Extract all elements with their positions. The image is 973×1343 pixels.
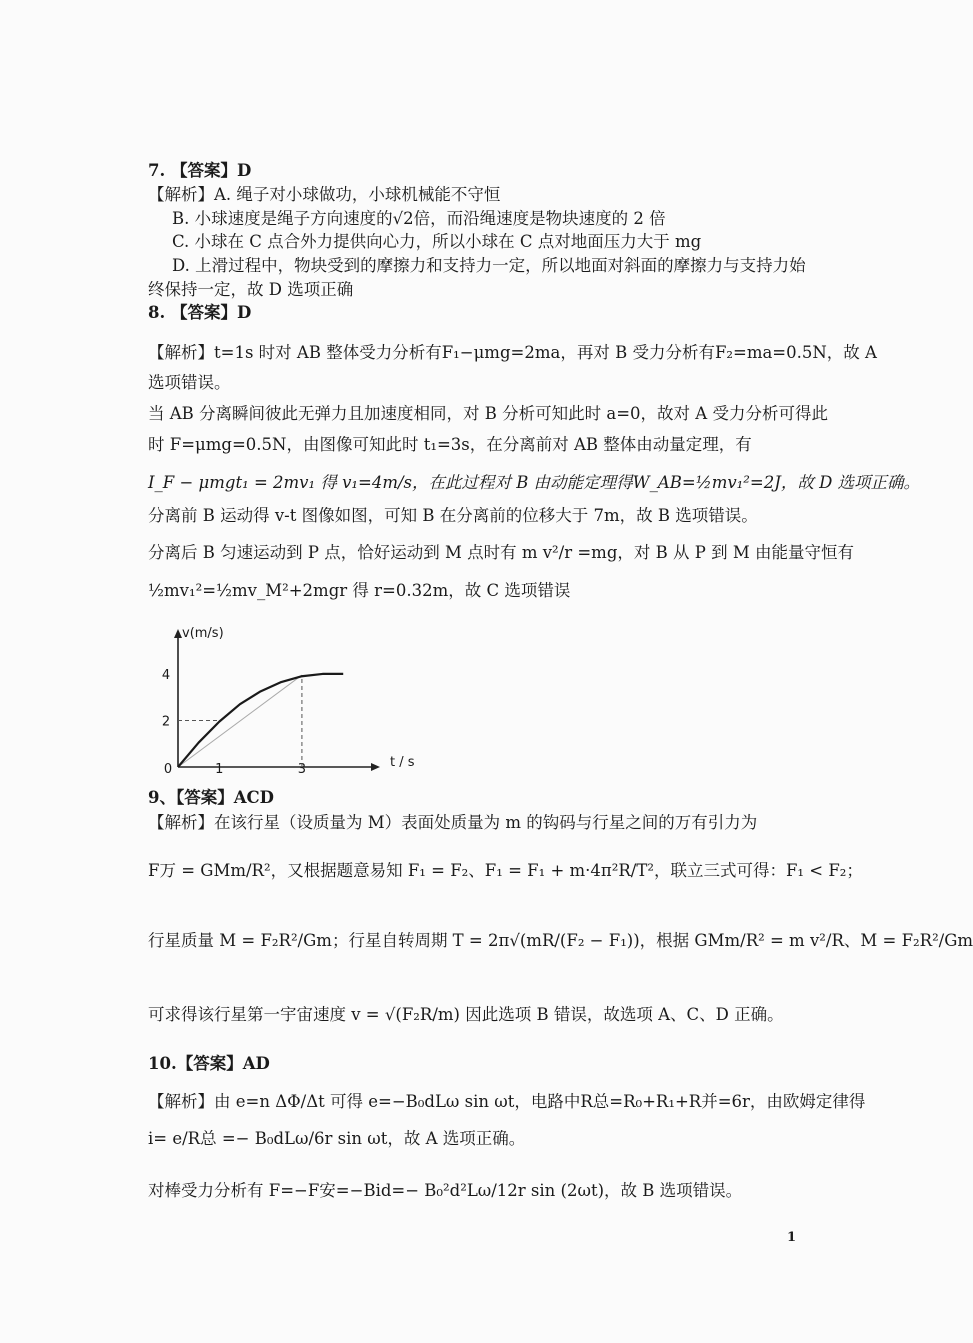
y-axis-arrow: [174, 629, 182, 638]
x-axis-arrow: [371, 763, 380, 771]
q8-line8: ½mv₁²=½mv_M²+2mgr 得 r=0.32m，故 C 选项错误: [148, 581, 571, 600]
q7-line2: B. 小球速度是绳子方向速度的√2倍，而沿绳速度是物块速度的 2 倍: [172, 209, 666, 228]
q8-answer: 8. 【答案】D: [148, 303, 252, 322]
y-axis-label: v(m/s): [182, 626, 224, 641]
q10-line1: 【解析】由 e=n ΔΦ/Δt 可得 e=−B₀dLω sin ωt，电路中R总=R₀+R₁+R并=6r，由欧姆定律得: [148, 1092, 866, 1111]
q8-line5: I_F − μmgt₁ = 2mv₁ 得 v₁=4m/s，在此过程对 B 由动能定理得W_AB=½mv₁²=2J，故 D 选项正确。: [148, 473, 921, 492]
q7-line3: C. 小球在 C 点合外力提供向心力，所以小球在 C 点对地面压力大于 mg: [172, 232, 702, 251]
x-axis-label: t / s: [390, 755, 415, 770]
x-tick-label: 3: [297, 762, 307, 777]
y-tick-label: 2: [161, 714, 171, 730]
x-tick-label: 1: [215, 762, 224, 777]
y-tick-label: 4: [161, 667, 171, 683]
q8-line1: 【解析】t=1s 时对 AB 整体受力分析有F₁−μmg=2ma，再对 B 受力分析有F₂=ma=0.5N，故 A: [148, 343, 877, 362]
velocity-time-chart: [140, 625, 415, 785]
q7-answer: 7. 【答案】D: [148, 161, 252, 180]
q7-line5: 终保持一定，故 D 选项正确: [148, 280, 354, 299]
chord-line: [178, 675, 302, 767]
q7-line4: D. 上滑过程中，物块受到的摩擦力和支持力一定，所以地面对斜面的摩擦力与支持力始: [172, 256, 806, 275]
q10-line3: 对棒受力分析有 F=−F安=−Bid=− B₀²d²Lω/12r sin (2ωt)，故 B 选项错误。: [148, 1181, 743, 1200]
q8-line7: 分离后 B 匀速运动到 P 点，恰好运动到 M 点时有 m v²/r =mg，对 B 从 P 到 M 由能量守恒有: [148, 543, 854, 562]
q9-line3: 行星质量 M = F₂R²/Gm；行星自转周期 T = 2π√(mR/(F₂ − F₁))，根据 GMm/R² = m v²/R、M = F₂R²/Gm: [148, 931, 973, 950]
q8-line2: 选项错误。: [148, 373, 231, 392]
q9-line1: 【解析】在该行星（设质量为 M）表面处质量为 m 的钩码与行星之间的万有引力为: [148, 813, 758, 832]
q8-line4: 时 F=μmg=0.5N，由图像可知此时 t₁=3s，在分离前对 AB 整体由动量定理，有: [148, 435, 752, 454]
q7-line1: 【解析】A. 绳子对小球做功，小球机械能不守恒: [148, 185, 501, 204]
q9-answer: 9、【答案】ACD: [148, 788, 274, 807]
origin-label: 0: [163, 762, 173, 777]
q10-line2: i= e/R总 =− B₀dLω/6r sin ωt，故 A 选项正确。: [148, 1129, 526, 1148]
page-number: 1: [786, 1230, 796, 1245]
q8-line6: 分离前 B 运动得 v-t 图像如图，可知 B 在分离前的位移大于 7m，故 B 选项错误。: [148, 506, 758, 525]
q10-answer: 10.【答案】AD: [148, 1054, 270, 1073]
q9-line4: 可求得该行星第一宇宙速度 v = √(F₂R/m) 因此选项 B 错误，故选项 A、C、D 正确。: [148, 1005, 784, 1024]
q8-line3: 当 AB 分离瞬间彼此无弹力且加速度相同，对 B 分析可知此时 a=0，故对 A 受力分析可得此: [148, 404, 828, 423]
q9-line2: F万 = GMm/R²，又根据题意易知 F₁ = F₂、F₁ = F₁ + m·4π²R/T²，联立三式可得：F₁ < F₂；: [148, 861, 863, 880]
